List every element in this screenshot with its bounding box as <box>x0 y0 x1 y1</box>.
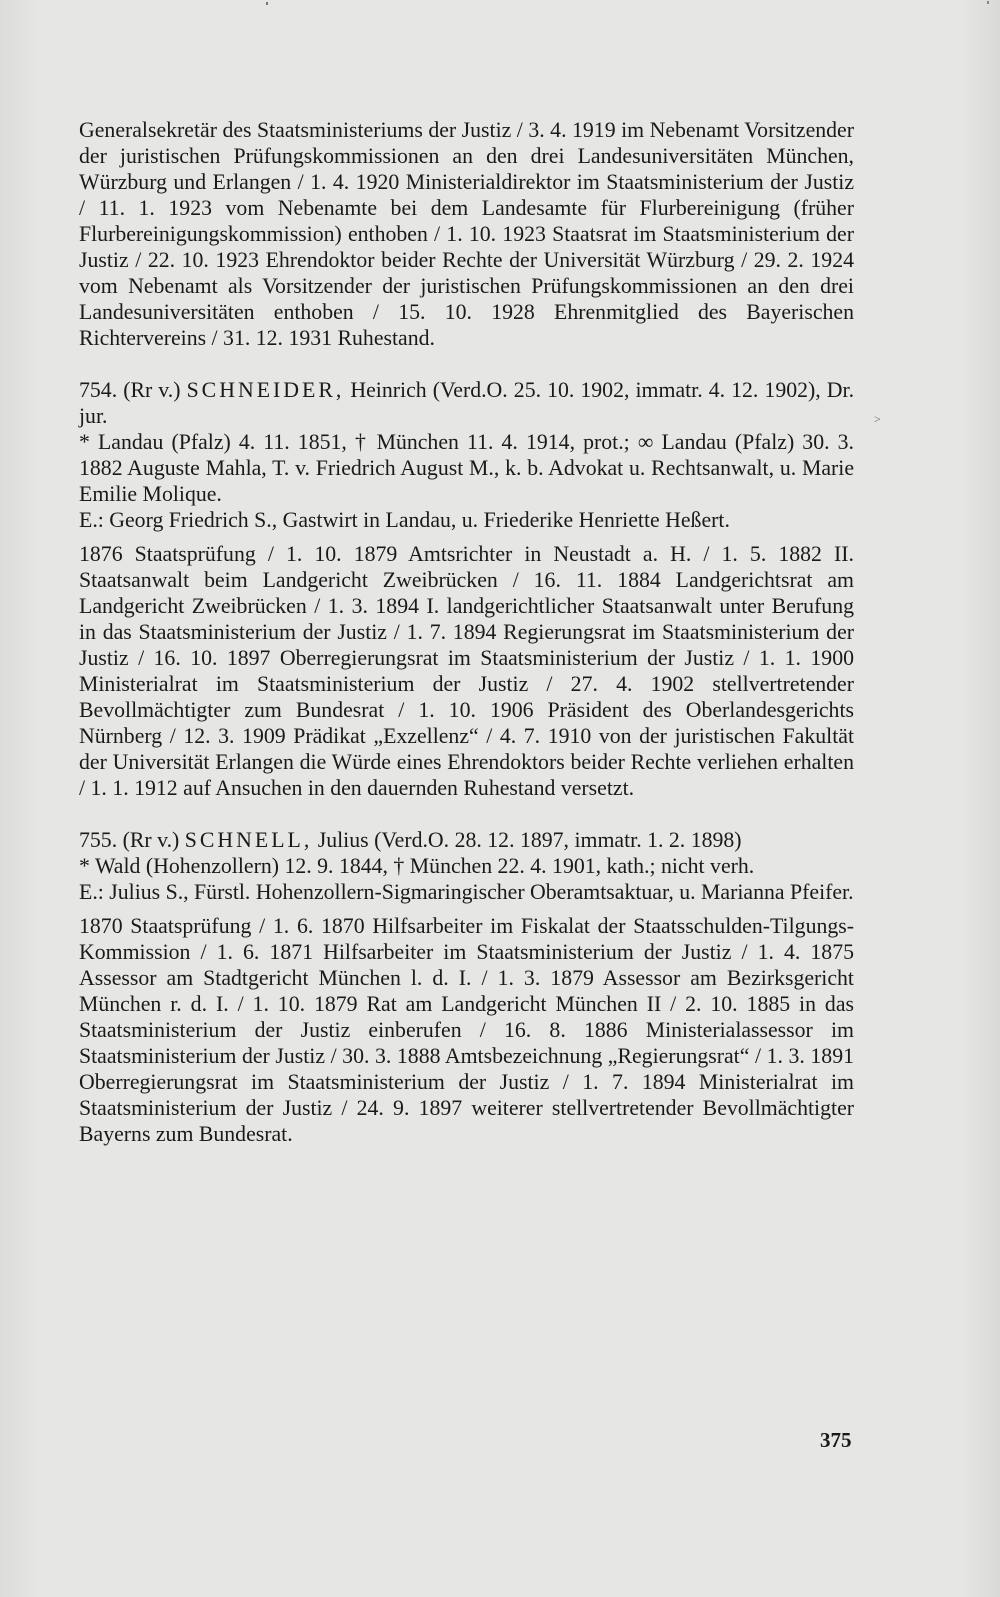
page-body <box>79 117 854 1147</box>
scan-speck <box>266 2 268 5</box>
entry-755-birth: * Wald (Hohenzollern) 12. 9. 1844, † München 22. 4. 1901, kath.; nicht verh. <box>79 854 755 878</box>
page-number: 375 <box>820 1428 852 1452</box>
entry-753-continuation: Generalsekretär des Staatsministeriums der Justiz / 3. 4. 1919 im Nebenamt Vorsitzender der juristischen Prüfungskommissionen an den drei Landesuniversitäten München, Würzburg und Erlangen / 1. 4. 1920 Ministerialdirektor im Staatsministerium der Justiz / 11. 1. 1923 vom Nebenamte bei dem Landesamte für Flurbereinigung (früher Flurbereinigungskommission) enthoben / 1. 10. 1923 Staatsrat im Staatsministerium der Justiz / 22. 10. 1923 Ehrendoktor beider Rechte der Universität Würzburg / 29. 2. 1924 vom Nebenamt als Vorsitzender der juristischen Prüfungskommissionen an den drei Landesuniversitäten enthoben / 15. 10. 1928 Ehrenmitglied des Bayerischen Richtervereins / 31. 12. 1931 Ruhestand. <box>79 118 854 350</box>
entry-754-header-rest: Heinrich (Verd.O. 25. 10. 1902, immatr. 4. 12. 1902), Dr. jur. <box>79 378 855 428</box>
entry-754-career: 1876 Staatsprüfung / 1. 10. 1879 Amtsrichter in Neustadt a. H. / 1. 5. 1882 II. Staatsanwalt beim Landgericht Zweibrücken / 16. 11. 1884 Landgerichtsrat am Landgericht Zweibrücken / 1. 3. 1894 I. landgerichtlicher Staatsanwalt unter Berufung in das Staatsministerium der Justiz / 1. 7. 1894 Regierungsrat im Staatsministerium der Justiz / 16. 10. 1897 Oberregierungsrat im Staatsministerium der Justiz / 1. 1. 1900 Ministerialrat im Staatsministerium der Justiz / 27. 4. 1902 stellvertretender Bevollmächtigter zum Bundesrat / 1. 10. 1906 Präsident des Oberlandesgerichts Nürnberg / 12. 3. 1909 Prädikat „Exzellenz“ / 4. 7. 1910 von der juristischen Fakultät der Universität Erlangen die Würde eines Ehrendoktors beider Rechte verliehen erhalten / 1. 1. 1912 auf Ansuchen in den dauernden Ruhestand versetzt. <box>79 542 854 800</box>
entry-754-birth: * Landau (Pfalz) 4. 11. 1851, † München 11. 4. 1914, prot.; ∞ Landau (Pfalz) 30. 3. 1882 Auguste Mahla, T. v. Friedrich August M., k. b. Advokat u. Rechtsanwalt, u. Marie Emilie Molique. <box>79 430 854 506</box>
margin-mark: > <box>874 412 881 426</box>
entry-754-parents: E.: Georg Friedrich S., Gastwirt in Landau, u. Friederike Henriette Heßert. <box>79 508 730 532</box>
entry-754-header <box>79 377 854 429</box>
entry-754-number: 754. (Rr v.) <box>79 378 181 402</box>
entry-755-header-rest: Julius (Verd.O. 28. 12. 1897, immatr. 1. 2. 1898) <box>317 828 742 852</box>
scan-speck <box>987 1 989 4</box>
entry-755-surname: SCHNELL, <box>184 828 313 852</box>
entry-754-surname: SCHNEIDER, <box>186 378 345 402</box>
entry-755-career: 1870 Staatsprüfung / 1. 6. 1870 Hilfsarbeiter im Fiskalat der Staatsschulden-Tilgungs-Kommission / 1. 6. 1871 Hilfsarbeiter im Staatsministerium der Justiz / 1. 4. 1875 Assessor am Stadtgericht München l. d. I. / 1. 3. 1879 Assessor am Bezirksgericht München r. d. I. / 1. 10. 1879 Rat am Landgericht München II / 2. 10. 1885 in das Staatsministerium der Justiz einberufen / 16. 8. 1886 Ministerialassessor im Staatsministerium der Justiz / 30. 3. 1888 Amtsbezeichnung „Regierungsrat“ / 1. 3. 1891 Oberregierungsrat im Staatsministerium der Justiz / 1. 7. 1894 Ministerialrat im Staatsministerium der Justiz / 24. 9. 1897 weiterer stellvertretender Bevollmächtigter Bayerns zum Bundesrat. <box>79 914 854 1146</box>
entry-755-header <box>79 827 854 853</box>
entry-755-parents: E.: Julius S., Fürstl. Hohenzollern-Sigmaringischer Oberamtsaktuar, u. Marianna Pfeifer. <box>79 880 854 904</box>
entry-755-number: 755. (Rr v.) <box>79 828 180 852</box>
